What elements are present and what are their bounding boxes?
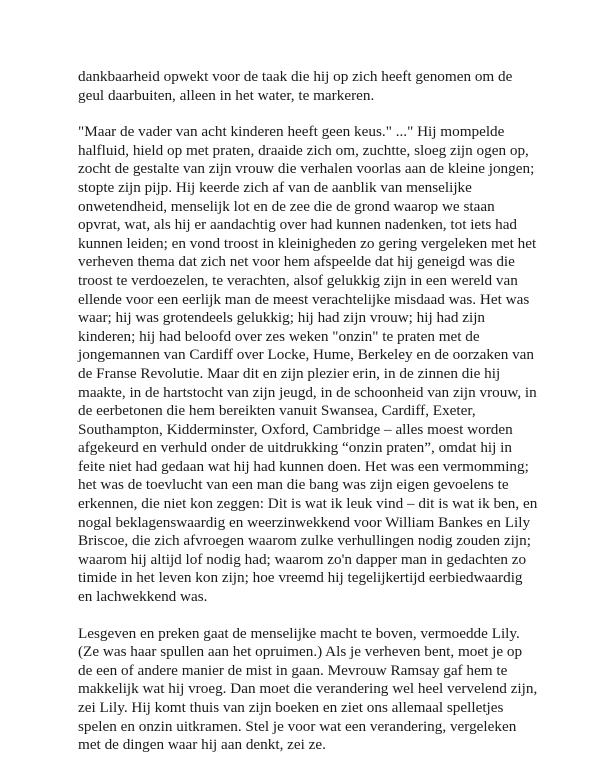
paragraph-1: dankbaarheid opwekt voor de taak die hij op zich heeft genomen om de geul daarbuiten, alleen in het water, te markeren.	[78, 68, 513, 104]
document-page	[78, 68, 538, 773]
paragraph-3: Lesgeven en preken gaat de menselijke macht te boven, vermoedde Lily. (Ze was haar spullen aan het opruimen.) Als je verheven bent, moet je op de een of andere manier de mist in gaan. Mevrouw Ramsay gaf hem te makkelijk wat hij vroeg. Dan moet die verandering wel heel vervelend zijn, zei Lily. Hij komt thuis van zijn boeken en ziet ons allemaal spelletjes spelen en onzin uitkramen. Stel je voor wat een verandering, vergeleken met de dingen waar hij aan denkt, zei ze.	[78, 624, 538, 754]
paragraph-2: "Maar de vader van acht kinderen heeft geen keus." ..." Hij mompelde halfluid, hield op met praten, draaide zich om, zuchtte, sloeg zijn ogen op, zocht de gestalte van zijn vrouw die verhalen voorlas aan de kleine jongen; stopte zijn pijp. Hij keerde zich af van de aanblik van menselijke onwetendheid, menselijk lot en de zee die de grond waarop we staan opvrat, wat, als hij er aandachtig over had kunnen nadenken, tot iets had kunnen leiden; en vond troost in kleinigheden zo gering vergeleken met het verheven thema dat zich net voor hem afspeelde dat hij geneigd was die troost te verdoezelen, te verachten, alsof gelukkig zijn in een wereld van ellende voor een eerlijk man de meest verachtelijke misdaad was. Het was waar; hij was grotendeels gelukkig; hij had zijn vrouw; hij had zijn kinderen; hij had beloofd over zes weken "onzin" te praten met de jongemannen van Cardiff over Locke, Hume, Berkeley en de oorzaken van de Franse Revolutie. Maar dit en zijn plezier erin, in de zinnen die hij maakte, in de hartstocht van zijn jeugd, in de schoonheid van zijn vrouw, in de eerbetonen die hem bereikten vanuit Swansea, Cardiff, Exeter, Southampton, Kidderminster, Oxford, Cambridge – alles moest worden afgekeurd en verhuld onder de uitdrukking “onzin praten”, omdat hij in feite niet had gedaan wat hij had kunnen doen. Het was een vermomming; het was de toevlucht van een man die bang was zijn eigen gevoelens te erkennen, die niet kon zeggen: Dit is wat ik leuk vind – dit is wat ik ben, en nogal beklagenswaardig en weerzinwekkend voor William Bankes en Lily Briscoe, die zich afvroegen waarom zulke verhullingen nodig zouden zijn; waarom hij altijd lof nodig had; waarom zo'n dapper man in gedachten zo timide in het leven kon zijn; hoe vreemd hij tegelijkertijd eerbiedwaardig en lachwekkend was.	[78, 123, 538, 606]
